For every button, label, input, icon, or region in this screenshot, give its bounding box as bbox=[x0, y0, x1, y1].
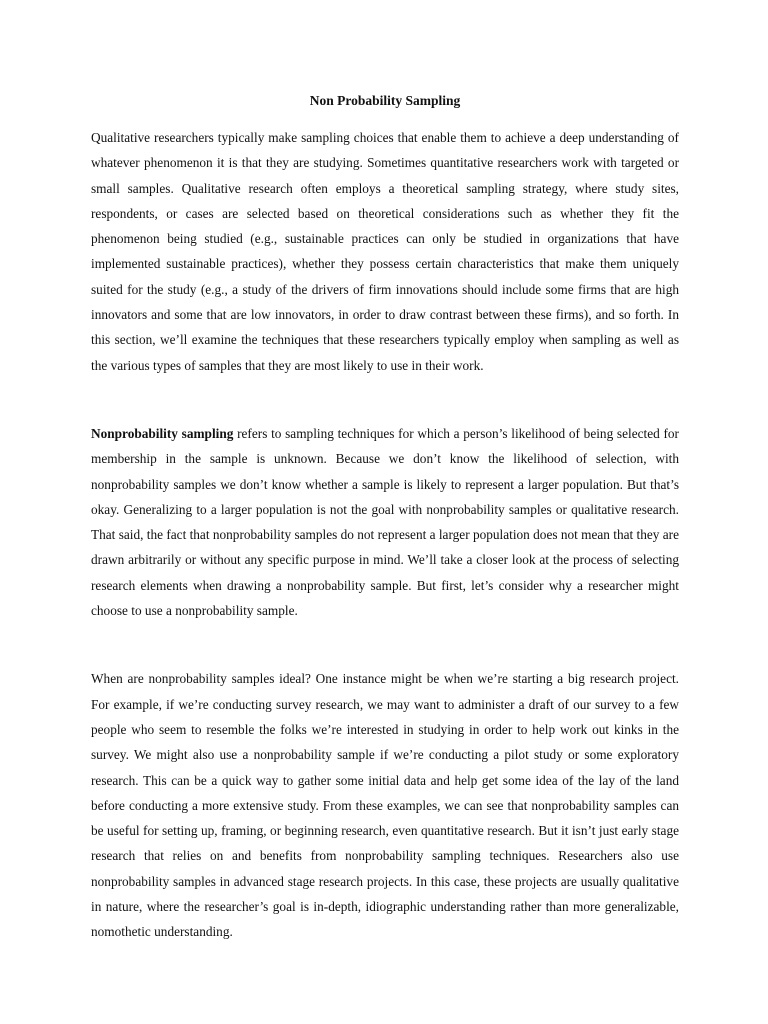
paragraph-text: refers to sampling techniques for which a person’s likelihood of being selected for membership in the sample is unknown. Because we don’t know the likelihood of selection, with nonprobability samples we don’t know whether a sample is likely to represent a larger population. But that’s okay. Generalizing to a larger population is not the goal with nonprobability samples or qualitative research. That said, the fact that nonprobability samples do not represent a larger population does not mean that they are drawn arbitrarily or without any specific purpose in mind. We’ll take a closer look at the process of selecting research elements when drawing a nonprobability sample. But first, let’s consider why a researcher might choose to use a nonprobability sample. bbox=[91, 425, 679, 619]
paragraph-nonprobability-definition bbox=[91, 421, 679, 623]
defined-term: Nonprobability sampling bbox=[91, 425, 234, 441]
paragraph-text: Qualitative researchers typically make sampling choices that enable them to achieve a deep understanding of whatever phenomenon it is that they are studying. Sometimes quantitative researchers work with targeted or small samples. Qualitative research often employs a theoretical sampling strategy, where study sites, respondents, or cases are selected based on theoretical considerations such as whether they fit the phenomenon being studied (e.g., sustainable practices can only be studied in organizations that have implemented sustainable practices), whether they possess certain characteristics that make them uniquely suited for the study (e.g., a study of the drivers of firm innovations should include some firms that are high innovators and some that are low innovators, in order to draw contrast between these firms), and so forth. In this section, we’ll examine the techniques that these researchers typically employ when sampling as well as the various types of samples that they are most likely to use in their work. bbox=[91, 130, 679, 373]
document-title: Non Probability Sampling bbox=[309, 93, 461, 108]
paragraph-qualitative-sampling bbox=[91, 125, 679, 378]
paragraph-text: When are nonprobability samples ideal? One instance might be when we’re starting a big research project. For example, if we’re conducting survey research, we may want to administer a draft of our survey to a few people who seem to resemble the folks we’re interested in studying in order to help work out kinks in the survey. We might also use a nonprobability sample if we’re conducting a pilot study or some exploratory research. This can be a quick way to gather some initial data and help get some idea of the lay of the land before conducting a more extensive study. From these examples, we can see that nonprobability samples can be useful for setting up, framing, or beginning research, even quantitative research. But it isn’t just early stage research that relies on and benefits from nonprobability sampling techniques. Researchers also use nonprobability samples in advanced stage research projects. In this case, these projects are usually qualitative in nature, where the researcher’s goal is in-depth, idiographic understanding rather than more generalizable, nomothetic understanding. bbox=[91, 671, 679, 940]
document-page bbox=[91, 92, 679, 945]
paragraph-when-ideal bbox=[91, 666, 679, 944]
